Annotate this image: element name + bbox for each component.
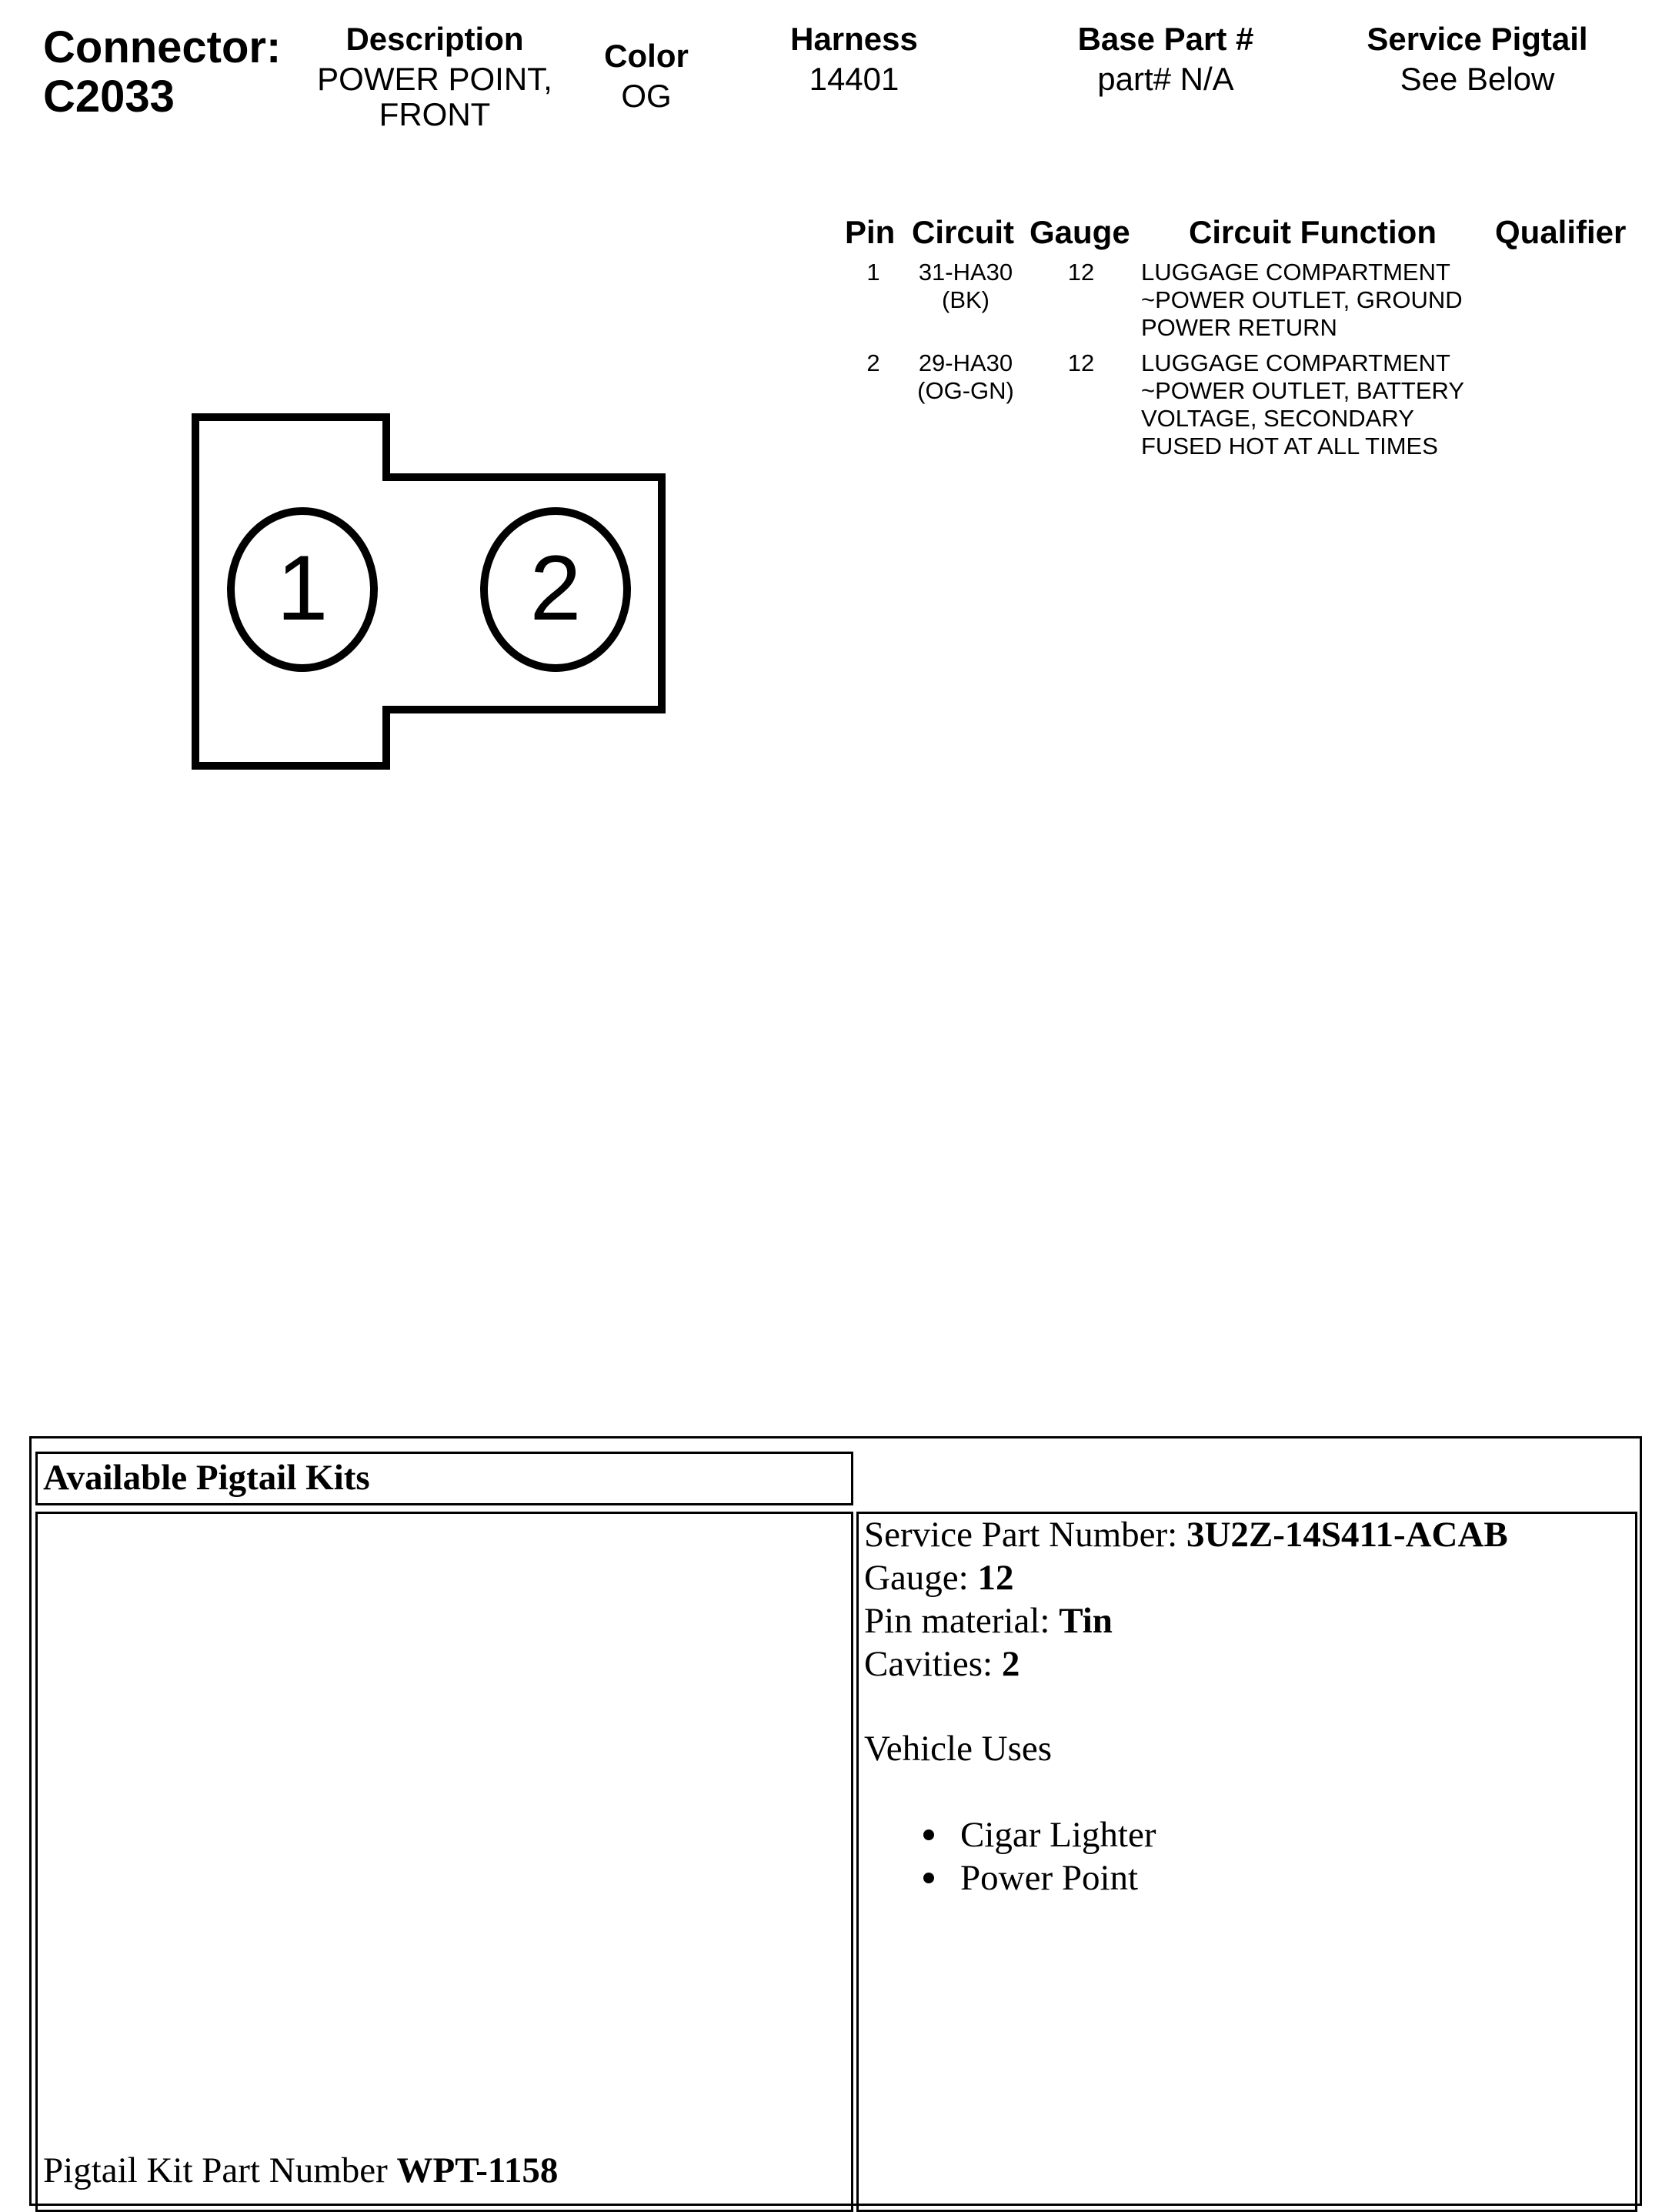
kit-gauge-label: Gauge: — [864, 1558, 969, 1598]
pin-2-label: 2 — [529, 536, 582, 640]
color-column — [577, 34, 716, 114]
base-part-label: Base Part # — [1077, 21, 1254, 57]
harness-value: 14401 — [809, 61, 899, 97]
pin-2-circuit-id: 29-HA30 — [918, 349, 1013, 376]
pigtail-kits-title: Available Pigtail Kits — [43, 1458, 370, 1498]
kit-part-number-label: Pigtail Kit Part Number — [43, 2150, 388, 2190]
pin-2-function-line: VOLTAGE, SECONDARY — [1141, 405, 1414, 432]
kit-gauge-value: 12 — [977, 1558, 1014, 1598]
circuit-function-header: Circuit Function — [1189, 214, 1437, 250]
pin-2-number: 2 — [866, 349, 880, 376]
harness-label: Harness — [790, 21, 918, 57]
pin-2-function-line: ~POWER OUTLET, BATTERY — [1141, 377, 1465, 404]
service-part-number — [864, 1513, 1508, 1556]
kit-part-number-value: WPT-1158 — [396, 2150, 559, 2190]
pin-1-function-line: POWER RETURN — [1141, 314, 1337, 341]
pin-1-number: 1 — [866, 259, 880, 286]
description-column — [304, 17, 566, 132]
kit-pin-material-value: Tin — [1059, 1601, 1113, 1641]
connector-id: C2033 — [43, 72, 175, 122]
kit-gauge — [864, 1556, 1013, 1599]
gauge-header: Gauge — [1030, 214, 1130, 250]
pin-1-label: 1 — [276, 536, 329, 640]
description-label: Description — [345, 21, 524, 57]
service-pigtail-column — [1339, 17, 1616, 97]
pin-2-function — [1141, 349, 1541, 460]
pin-2-circuit — [908, 349, 1023, 405]
pin-1-circuit — [908, 259, 1023, 314]
vehicle-use-label: Cigar Lighter — [960, 1815, 1156, 1855]
pin-1-circuit-id: 31-HA30 — [918, 259, 1013, 286]
connector-title — [43, 23, 281, 122]
service-part-number-label: Service Part Number: — [864, 1515, 1178, 1555]
kit-cavities-label: Cavities: — [864, 1644, 993, 1684]
circuit-header: Circuit — [912, 214, 1015, 250]
connector-outline — [195, 417, 662, 766]
pin-1-circuit-color: (BK) — [942, 286, 990, 313]
service-part-number-value: 3U2Z-14S411-ACAB — [1186, 1515, 1508, 1555]
kit-cavities — [864, 1642, 1020, 1686]
service-pigtail-value: See Below — [1400, 61, 1555, 97]
pin-1-function-line: LUGGAGE COMPARTMENT — [1141, 259, 1450, 286]
service-pigtail-label: Service Pigtail — [1367, 21, 1588, 57]
description-value-line2: FRONT — [379, 96, 491, 132]
pin-2-function-line: LUGGAGE COMPARTMENT — [1141, 349, 1450, 376]
kit-pin-material — [864, 1599, 1113, 1642]
pin-header: Pin — [845, 214, 896, 250]
kit-pin-material-label: Pin material: — [864, 1601, 1050, 1641]
vehicle-use-label: Power Point — [960, 1858, 1139, 1898]
description-value-line1: POWER POINT, — [317, 61, 552, 97]
base-part-column — [1054, 17, 1277, 97]
pin-1-gauge: 12 — [1067, 259, 1095, 286]
kit-cavities-value: 2 — [1001, 1644, 1020, 1684]
pin-2-gauge: 12 — [1067, 349, 1095, 376]
pin-1-function — [1141, 259, 1541, 342]
qualifier-header: Qualifier — [1495, 214, 1627, 250]
base-part-value: part# N/A — [1097, 61, 1234, 97]
vehicle-use-item — [923, 1813, 1156, 1856]
vehicle-uses-heading: Vehicle Uses — [864, 1729, 1053, 1769]
bullet-icon — [923, 1873, 934, 1883]
color-value: OG — [621, 78, 672, 114]
pin-2-circuit-color: (OG-GN) — [917, 377, 1014, 404]
connector-face-diagram — [185, 408, 677, 777]
harness-column — [754, 17, 954, 97]
pin-2-function-line: FUSED HOT AT ALL TIMES — [1141, 433, 1438, 459]
bullet-icon — [923, 1829, 934, 1840]
vehicle-use-item — [923, 1856, 1138, 1900]
connector-label: Connector: — [43, 22, 282, 72]
color-label: Color — [604, 38, 689, 74]
pin-1-function-line: ~POWER OUTLET, GROUND — [1141, 286, 1463, 313]
pigtail-kit-part-number — [43, 2147, 558, 2194]
pigtail-kit-image-box — [35, 1512, 853, 2212]
